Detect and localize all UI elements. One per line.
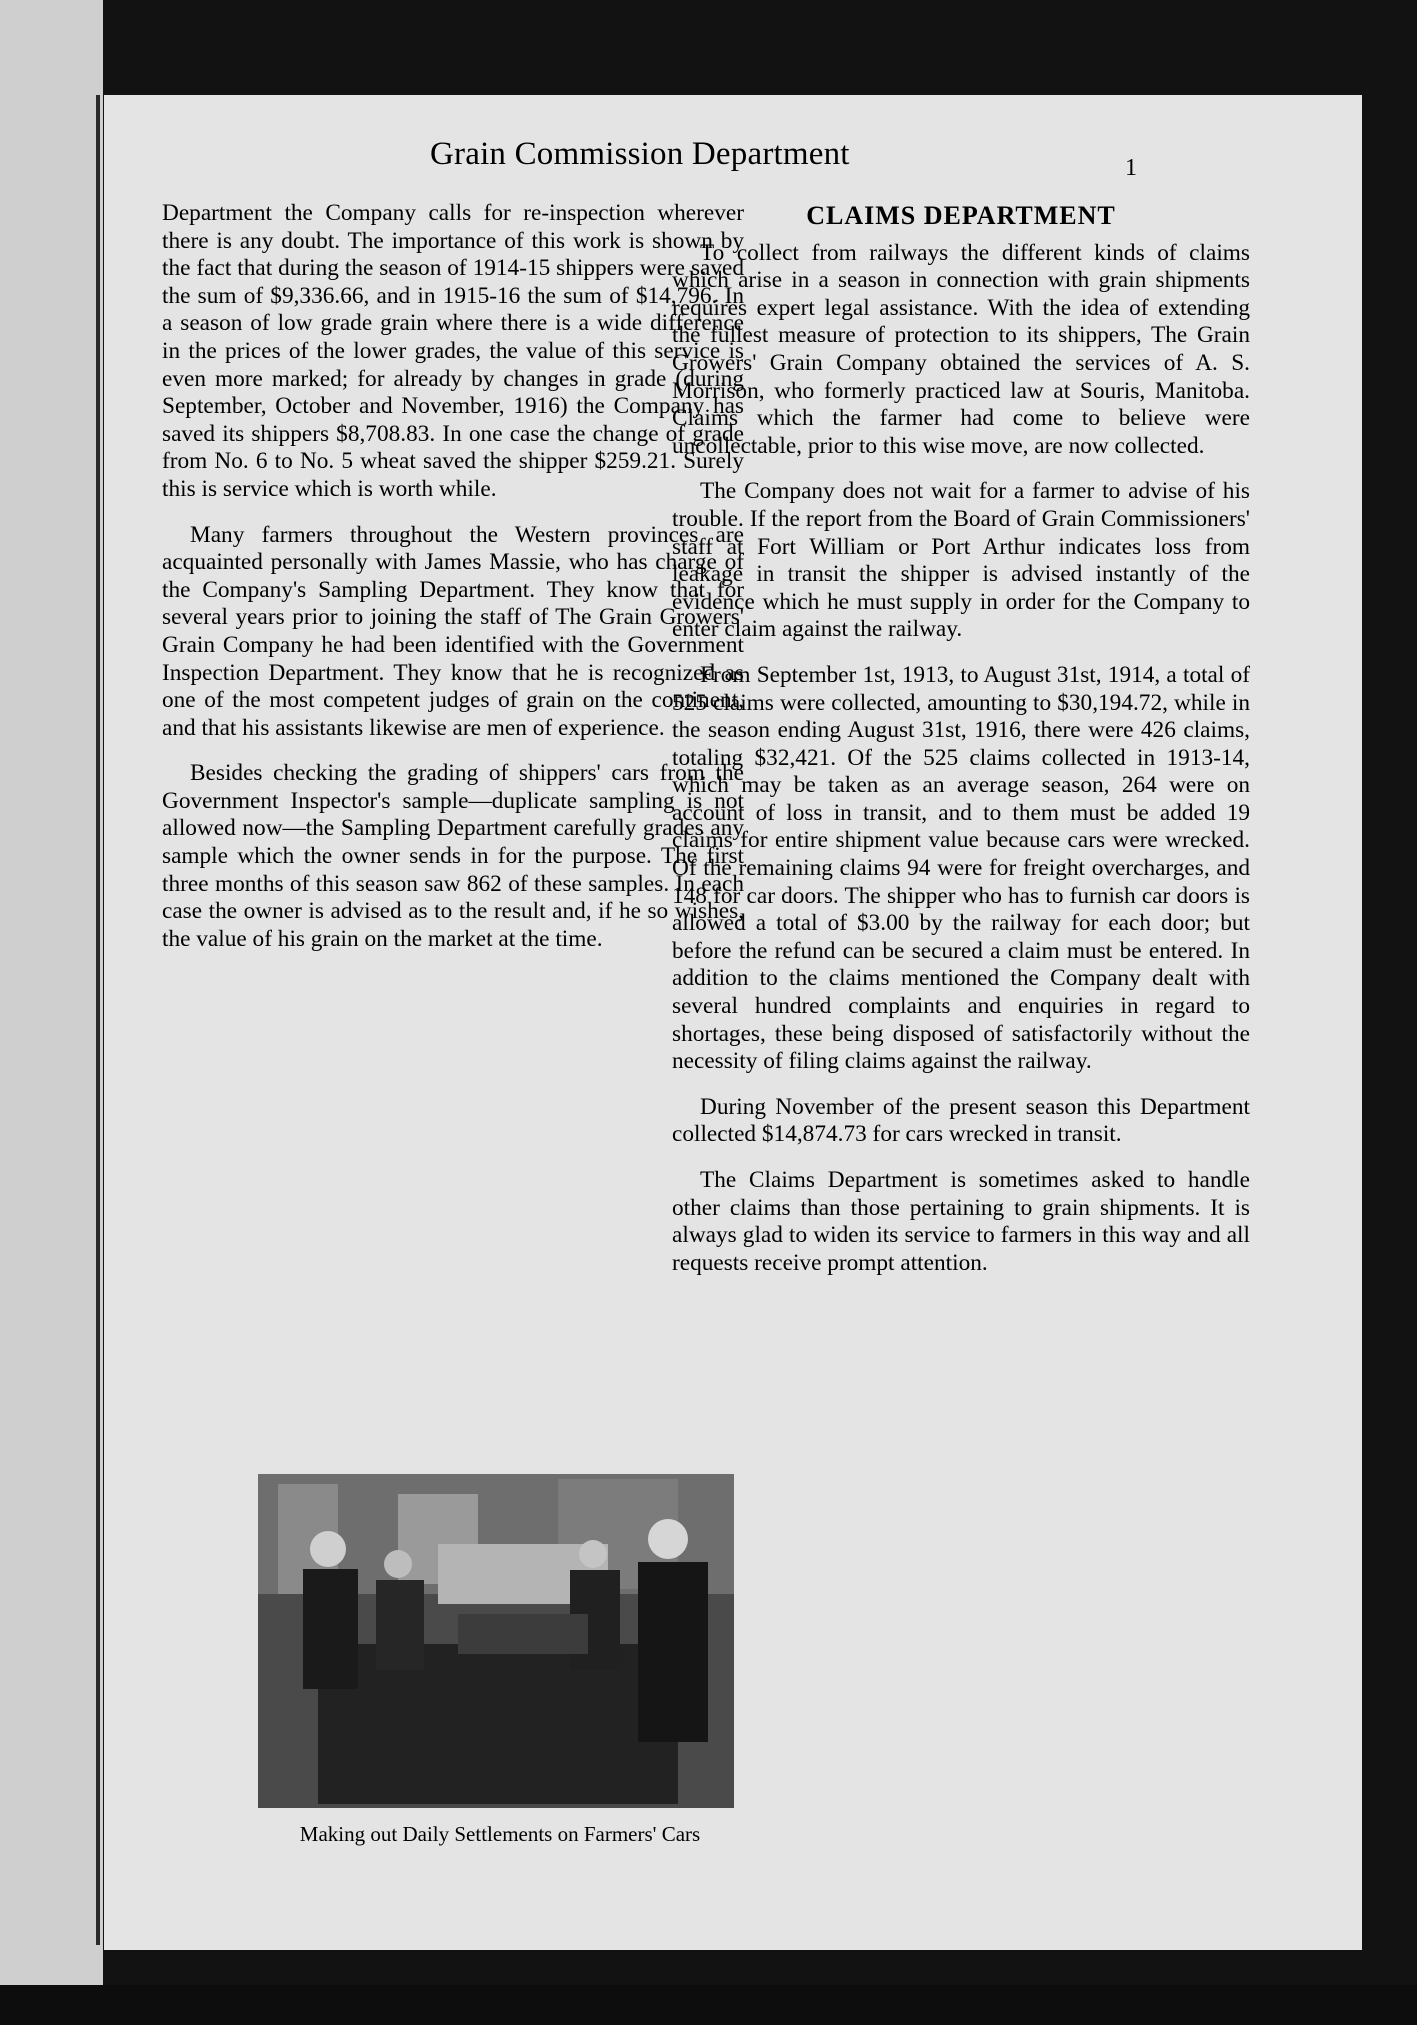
right-paragraph-4: During November of the present season this Department collected $14,874.73 for cars wrecked in transit.	[672, 1093, 1250, 1148]
scan-bottom-edge	[0, 1985, 1417, 2025]
right-paragraph-5: The Claims Department is sometimes asked to handle other claims than those pertaining to grain shipments. It is always glad to widen its service to farmers in this way and all requests receive prompt attention.	[672, 1167, 1250, 1276]
office-photograph	[258, 1474, 734, 1808]
right-paragraph-3: From September 1st, 1913, to August 31st, 1914, a total of 525 claims were collected, amounting to $30,194.72, while in the season ending August 31st, 1916, there were 426 claims, totaling $32,421. Of the 525 claims collected in 1913-14, which may be taken as an average season, 264 were on account of loss in transit, and to them must be added 19 claims for entire shipment value because cars were wrecked. Of the remaining claims 94 were for freight overcharges, and 148 for car doors. The shipper who has to furnish car doors is allowed a total of $3.00 by the railway for each door; but before the refund can be secured a claim must be entered. In addition to the claims mentioned the Company dealt with several hundred complaints and enquiries in regard to shortages, these being disposed of satisfactorily without the necessity of filing claims against the railway.	[672, 661, 1250, 1075]
right-column	[672, 202, 1250, 1295]
photo-caption: Making out Daily Settlements on Farmers' Cars	[299, 1822, 701, 1846]
right-paragraph-2: The Company does not wait for a farmer to advise of his trouble. If the report from the Board of Grain Commissioners' staff at Fort William or Port Arthur indicates loss from leakage in transit the shipper is advised instantly of the evidence which he must supply in order for the Company to enter claim against the railway.	[672, 478, 1250, 643]
binding-edge	[96, 95, 100, 1945]
page-number: 1	[1125, 155, 1137, 181]
left-paragraph-3: Besides checking the grading of shippers' cars from the Government Inspector's sample—duplicate sampling is not allowed now—the Sampling Department carefully grades any sample which the owner sends in for the purpose. The first three months of this season saw 862 of these samples. In each case the owner is advised as to the result and, if he so wishes, the value of his grain on the market at the time.	[162, 760, 744, 952]
right-paragraph-1: To collect from railways the different kinds of claims which arise in a season in connection with grain shipments requires expert legal assistance. With the idea of extending the fullest measure of protection to its shippers, The Grain Growers' Grain Company obtained the services of A. S. Morrison, who formerly practiced law at Souris, Manitoba. Claims which the farmer had come to believe were uncollectable, prior to this wise move, are now collected.	[672, 239, 1250, 459]
left-paragraph-2: Many farmers throughout the Western provinces are acquainted personally with James Massie, who has charge of the Company's Sampling Department. They know that for several years prior to joining the staff of The Grain Growers' Grain Company he had been identified with the Government Inspection Department. They know that he is recognized as one of the most competent judges of grain on the continent, and that his assistants likewise are men of experience.	[162, 521, 744, 741]
left-column	[162, 200, 744, 971]
left-paragraph-1: Department the Company calls for re-inspection wherever there is any doubt. The importance of this work is shown by the fact that during the season of 1914-15 shippers were saved the sum of $9,336.66, and in 1915-16 the sum of $14,796. In a season of low grade grain where there is a wide difference in the prices of the lower grades, the value of this service is even more marked; for already by changes in grade (during September, October and November, 1916) the Company has saved its shippers $8,708.83. In one case the change of grade from No. 6 to No. 5 wheat saved the shipper $259.21. Surely this is service which is worth while.	[162, 200, 744, 502]
section-heading: CLAIMS DEPARTMENT	[806, 201, 1116, 230]
running-header: Grain Commission Department	[430, 136, 850, 172]
scan-left-margin	[0, 0, 103, 1985]
